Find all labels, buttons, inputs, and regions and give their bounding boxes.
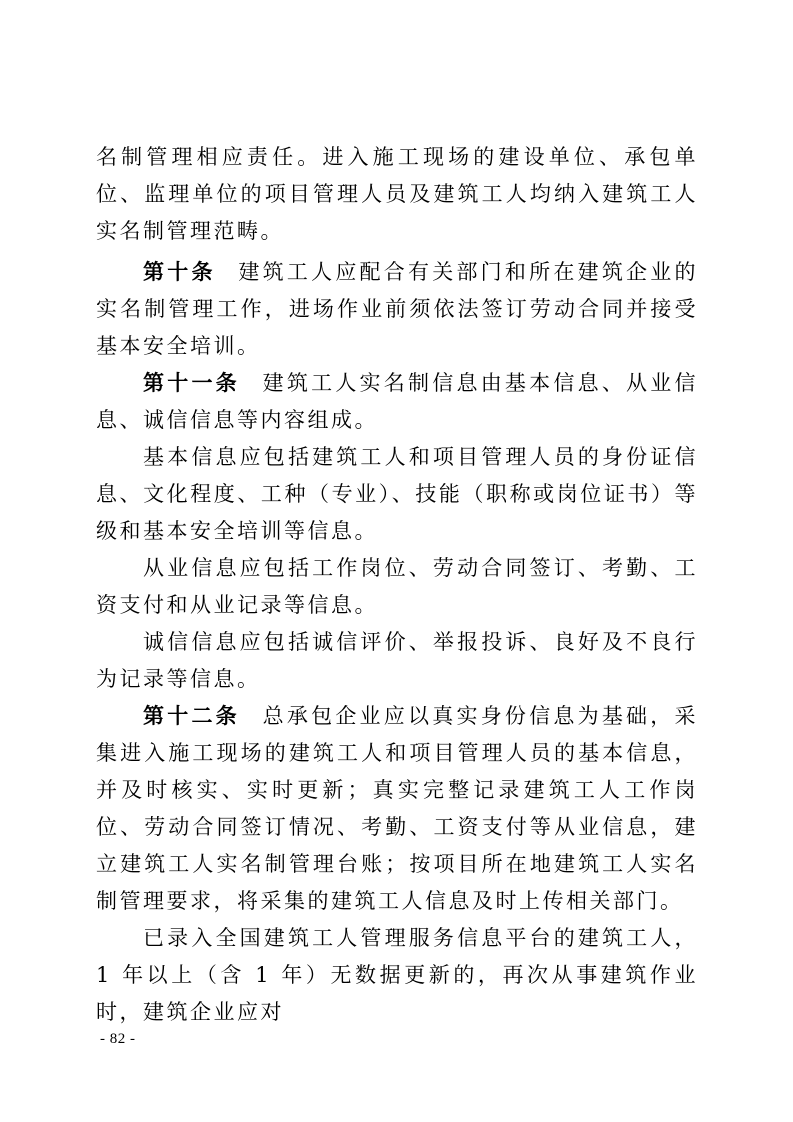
paragraph-text: 总承包企业应以真实身份信息为基础，采集进入施工现场的建筑工人和项目管理人员的基本信息，并及时核实、实时更新；真实完整记录建筑工人工作岗位、劳动合同签订情况、考勤、工资支付等从业信息，建立建筑工人实名制管理台账；按项目所在地建筑工人实名制管理要求，将采集的建筑工人信息及时上传相关部门。 xyxy=(96,704,699,913)
paragraph-text: 建筑工人实名制信息由基本信息、从业信息、诚信信息等内容组成。 xyxy=(96,371,699,432)
paragraph-text: 基本信息应包括建筑工人和项目管理人员的身份证信息、文化程度、工种（专业）、技能（职称或岗位证书）等级和基本安全培训等信息。 xyxy=(96,445,698,543)
paragraph-text: 建筑工人应配合有关部门和所在建筑企业的实名制管理工作，进场作业前须依法签订劳动合同并接受基本安全培训。 xyxy=(96,260,699,358)
paragraph-platform xyxy=(96,920,698,1031)
paragraph-text: 名制管理相应责任。进入施工现场的建设单位、承包单位、监理单位的项目管理人员及建筑工人均纳入建筑工人实名制管理范畴。 xyxy=(96,145,698,243)
article-12 xyxy=(96,698,698,920)
paragraph-employment-info xyxy=(96,550,698,624)
article-number: 第十一条 xyxy=(143,371,240,395)
paragraph-text: 从业信息应包括工作岗位、劳动合同签订、考勤、工资支付和从业记录等信息。 xyxy=(96,556,698,617)
article-number: 第十二条 xyxy=(143,704,240,728)
article-11 xyxy=(96,365,698,439)
article-10 xyxy=(96,254,698,365)
article-number: 第十条 xyxy=(143,260,216,284)
document-body xyxy=(96,139,698,1031)
paragraph-basic-info xyxy=(96,439,698,550)
paragraph-text: 诚信信息应包括诚信评价、举报投诉、良好及不良行为记录等信息。 xyxy=(96,630,698,691)
paragraph-text: 已录入全国建筑工人管理服务信息平台的建筑工人，1 年以上（含 1 年）无数据更新的，再次从事建筑作业时，建筑企业应对 xyxy=(96,926,698,1024)
paragraph-continuation xyxy=(96,139,698,250)
paragraph-credit-info xyxy=(96,624,698,698)
page-number: - 82 - xyxy=(100,1031,136,1047)
